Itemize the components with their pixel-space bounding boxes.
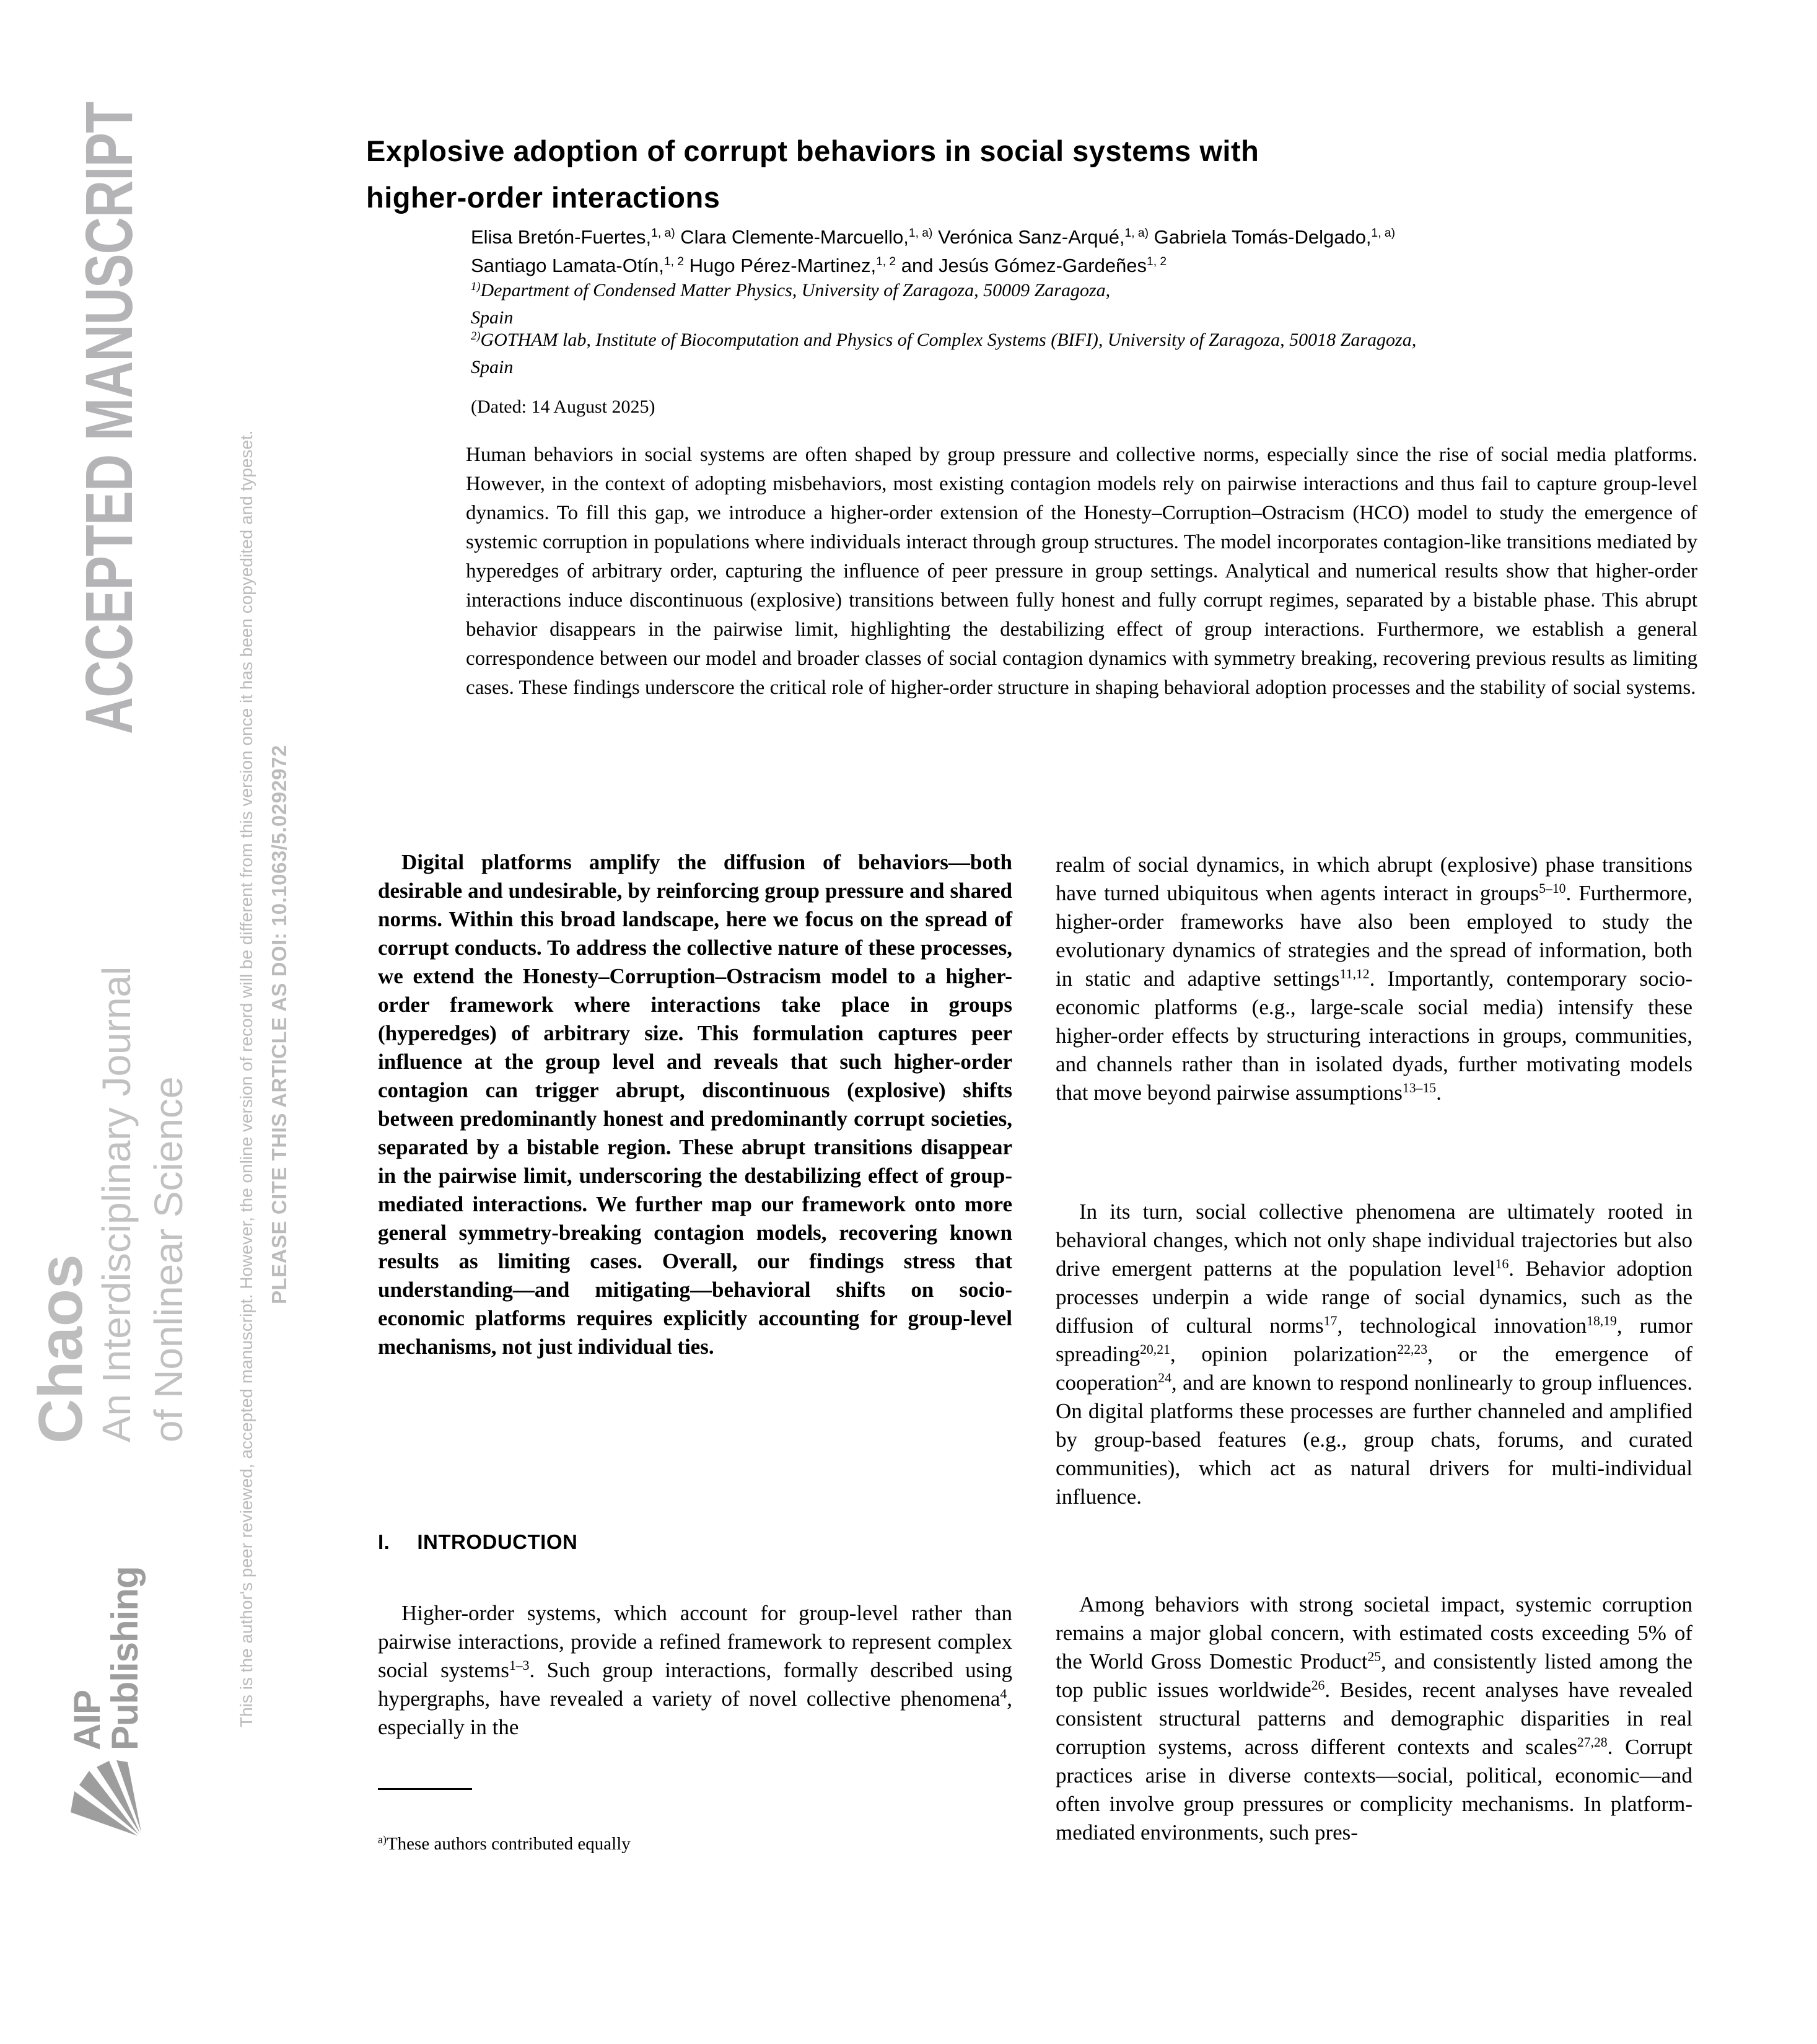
lead-summary-paragraph: Digital platforms amplify the diffusion of behaviors—both desirable and undesirable, by reinforcing group pressure and shared norms. Within this broad landscape, here we focus on the spread of corrupt conducts. To address the collective nature of these processes, we extend the Honesty–Corruption–Ostracism model to a higher-order framework where interactions take place in groups (hyperedges) of arbitrary size. This formulation captures peer influence at the group level and reveals that such higher-order contagion can trigger abrupt, discontinuous (explosive) shifts between predominantly honest and predominantly corrupt societies, separated by a bistable region. These abrupt transitions disappear in the pairwise limit, underscoring the destabilizing effect of group-mediated interactions. We further map our framework onto more general symmetry-breaking contagion models, recovering known results as limiting cases. Overall, our findings stress that understanding—and mitigating—behavioral shifts on socio-economic platforms requires explicitly accounting for group-level mechanisms, not just individual ties.: [378, 850, 1012, 1359]
dated-line: (Dated: 14 August 2025): [471, 397, 655, 417]
author-affiliation-marker: 1, 2: [1147, 255, 1167, 269]
author-name: and Jesús Gómez-Gardeñes: [896, 255, 1147, 276]
journal-title-chaos: Chaos: [26, 1254, 95, 1444]
author-name: Elisa Bretón-Fuertes,: [471, 226, 652, 248]
affiliation-2-marker: 2): [471, 329, 481, 343]
aip-publishing-logo: [68, 1543, 150, 1841]
affiliation-1-country: Spain: [471, 307, 514, 328]
footnote-marker: a): [378, 1833, 387, 1846]
author-affiliation-marker: 1, a): [1124, 227, 1149, 240]
author-affiliation-marker: 1, a): [908, 227, 933, 240]
journal-subtitle-line1: An Interdisciplinary Journal: [94, 966, 139, 1442]
article-title-line2: higher-order interactions: [366, 181, 720, 214]
affiliation-1: [471, 279, 1710, 302]
author-name: Hugo Pérez-Martinez,: [683, 255, 877, 276]
peer-review-disclaimer: This is the author's peer reviewed, accepted manuscript. However, the online version of record will be different from this version once it has been copyedited and typeset.: [237, 430, 256, 1727]
journal-subtitle-line2: of Nonlinear Science: [146, 1076, 191, 1442]
aip-logo-wordmark: [68, 1566, 144, 1750]
article-title-line1: Explosive adoption of corrupt behaviors in social systems with: [366, 134, 1259, 167]
column2-paragraph-3: Among behaviors with strong societal impact, systemic corruption remains a major global concern, with estimated costs exceeding 5% of the World Gross Domestic Product$^{25}$, and consistently listed among the top public issues worldwide$^{26}$. Besides, recent analyses have revealed consistent structural patterns and demographic disparities in real corruption systems, across different contexts and scales$^{27,28}$. Corrupt practices arise in diverse contexts—social, political, economic—and often involve group pressures or complicity mechanisms. In platform-mediated environments, such pres-: [1056, 1592, 1692, 1844]
accepted-manuscript-watermark: ACCEPTED MANUSCRIPT: [71, 102, 146, 734]
author-affiliation-marker: 1, a): [651, 227, 675, 240]
introduction-paragraph: Higher-order systems, which account for group-level rather than pairwise interactions, provide a refined framework to represent complex social systems$^{1-3}$. Such group interactions, formally described using hypergraphs, have revealed a variety of novel collective phenomena$^4$, especially in the: [378, 1601, 1013, 1739]
footnote-rule: [378, 1788, 472, 1790]
footnote: [378, 1834, 1012, 1854]
authors-line-2: [471, 253, 1710, 278]
author-name: Gabriela Tomás-Delgado,: [1148, 226, 1372, 248]
column2-paragraph-2: In its turn, social collective phenomena are ultimately rooted in behavioral changes, which not only shape individual trajectories but also drive emergent patterns at the population level$^{16}$. Behavior adoption processes underpin a wide range of social dynamics, such as the diffusion of cultural norms$^{17}$, technological innovation$^{18,19}$, rumor spreading$^{20,21}$, opinion polarization$^{22,23}$, or the emergence of cooperation$^{24}$, and are known to respond nonlinearly to group influences. On digital platforms these processes are further channeled and amplified by group-based features (e.g., group chats, forums, and curated communities), which act as natural drivers for multi-individual influence.: [1056, 1200, 1692, 1509]
doi-citation-notice: PLEASE CITE THIS ARTICLE AS DOI: 10.1063/5.0292972: [268, 745, 291, 1304]
section-heading-introduction: [378, 1530, 577, 1554]
column2-paragraph-1: realm of social dynamics, in which abrupt (explosive) phase transitions have turned ubiquitous when agents interact in groups$^{5-10}$. Furthermore, higher-order frameworks have also been employed to study the evolutionary dynamics of strategies and the spread of information, both in static and adaptive settings$^{11,12}$. Importantly, contemporary socio-economic platforms (e.g., large-scale social media) intensify these higher-order effects by structuring interactions in groups, communities, and channels rather than in isolated dyads, further motivating models that move beyond pairwise assumptions$^{13-15}$.: [1056, 853, 1693, 1105]
section-title: INTRODUCTION: [417, 1530, 578, 1553]
author-name: Santiago Lamata-Otín,: [471, 255, 664, 276]
section-number: I.: [378, 1530, 390, 1553]
affiliation-1-text: Department of Condensed Matter Physics, University of Zaragoza, 50009 Zaragoza,: [480, 280, 1111, 300]
authors-line-1: [471, 225, 1710, 250]
author-name: Verónica Sanz-Arqué,: [932, 226, 1125, 248]
aip-logo-text-publishing: Publishing: [104, 1566, 146, 1750]
author-affiliation-marker: 1, a): [1371, 227, 1395, 240]
affiliation-1-marker: 1): [471, 279, 481, 293]
abstract: Human behaviors in social systems are often shaped by group pressure and collective norms, especially since the rise of social media platforms. However, in the context of adopting misbehaviors, most existing contagion models rely on pairwise interactions and thus fail to capture group-level dynamics. To fill this gap, we introduce a higher-order extension of the Honesty–Corruption–Ostracism (HCO) model to study the emergence of systemic corruption in populations where individuals interact through group structures. The model incorporates contagion-like transitions mediated by hyperedges of arbitrary order, capturing the influence of peer pressure in group settings. Analytical and numerical results show that higher-order interactions induce discontinuous (explosive) transitions between fully honest and fully corrupt regimes, separated by a bistable phase. This abrupt behavior disappears in the pairwise limit, highlighting the destabilizing effect of group interactions. Furthermore, we establish a general correspondence between our model and broader classes of social contagion dynamics with symmetry breaking, recovering previous results as limiting cases. These findings underscore the critical role of higher-order structure in shaping behavioral adoption processes and the stability of social systems.: [466, 444, 1697, 699]
aip-logo-text-aip: AIP: [66, 1690, 108, 1750]
author-affiliation-marker: 1, 2: [876, 255, 896, 269]
aip-fan-icon: [68, 1759, 146, 1841]
author-name: Clara Clemente-Marcuello,: [675, 226, 909, 248]
affiliation-2-text: GOTHAM lab, Institute of Biocomputation and Physics of Complex Systems (BIFI), University of Zaragoza, 50018 Zaragoza,: [480, 330, 1417, 350]
author-affiliation-marker: 1, 2: [663, 255, 684, 269]
affiliation-2: [471, 328, 1710, 352]
affiliation-2-country: Spain: [471, 357, 514, 377]
footnote-text: These authors contributed equally: [386, 1834, 631, 1854]
